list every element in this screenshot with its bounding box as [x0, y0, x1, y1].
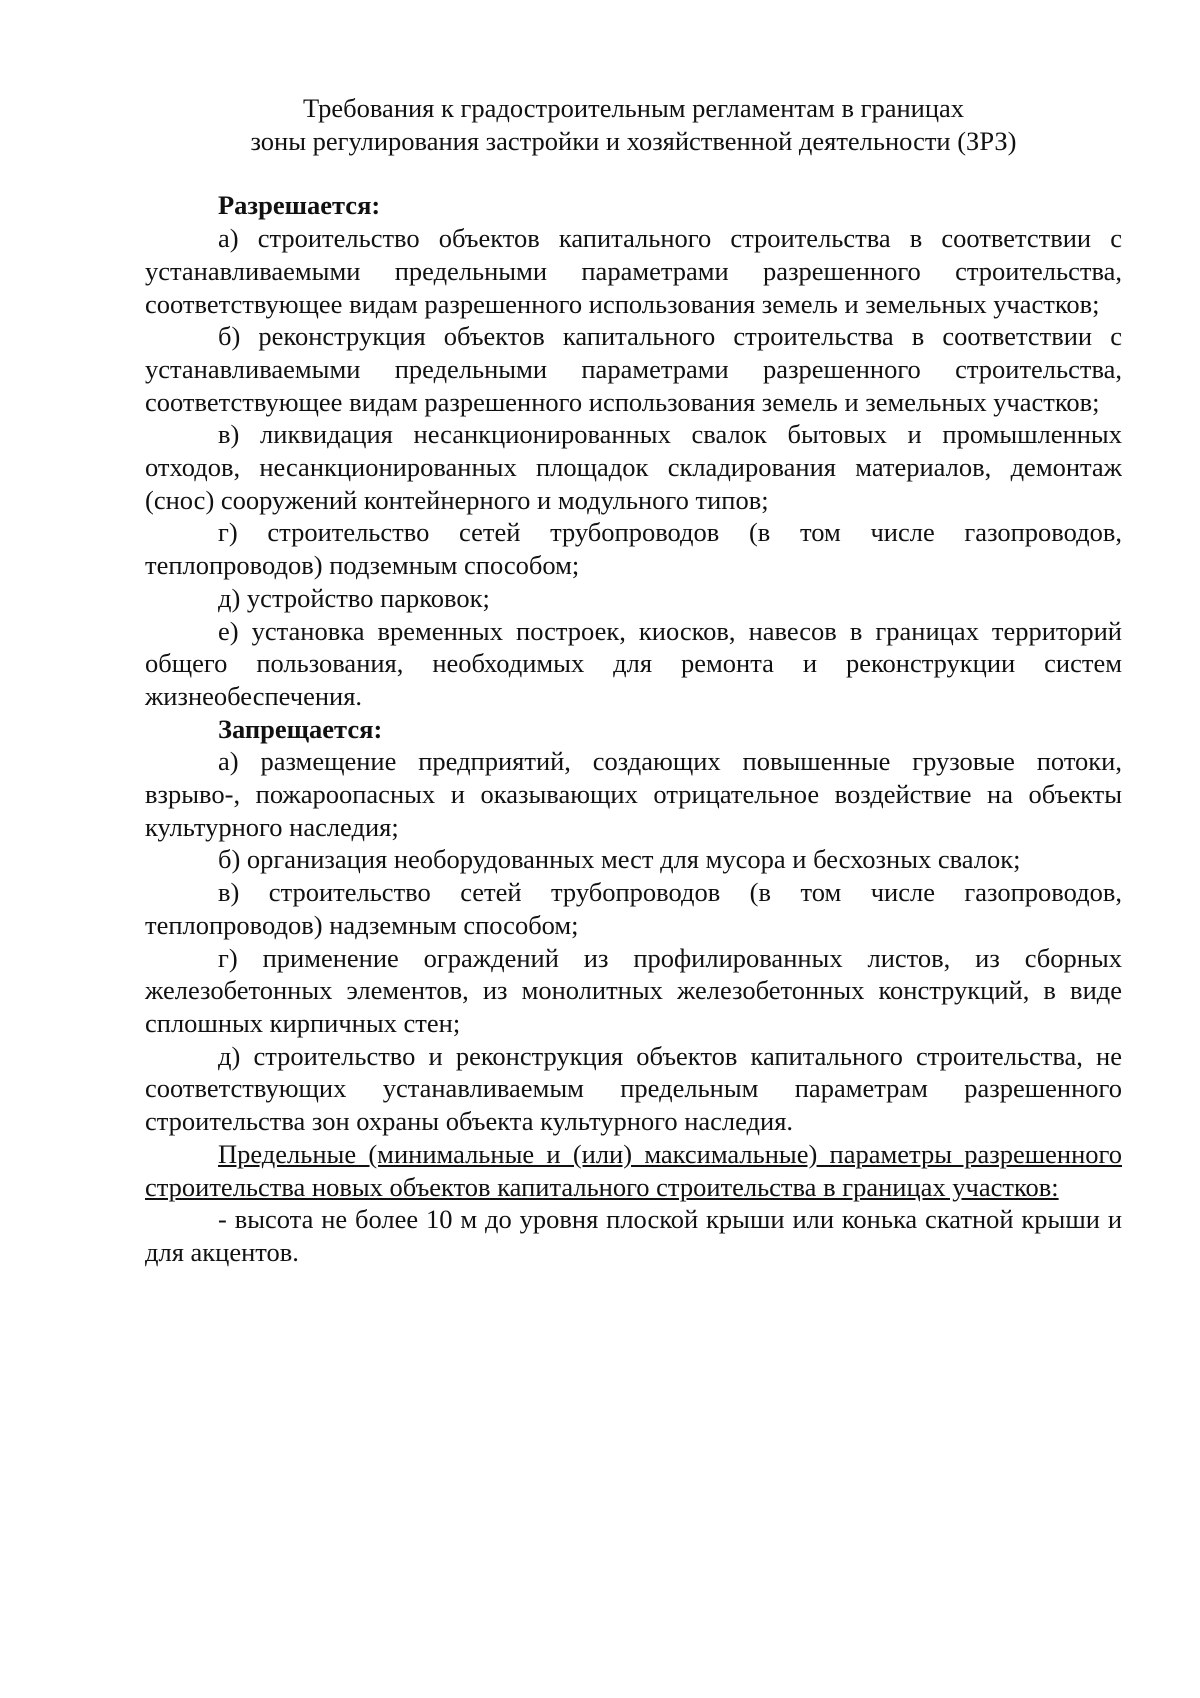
limits-item-height: - высота не более 10 м до уровня плоской крыши или конька скатной крыши и для акцентов.: [145, 1204, 1122, 1267]
forbidden-item-v: в) строительство сетей трубопроводов (в том числе газопроводов, теплопроводов) надземным способом;: [145, 877, 1122, 940]
title-line-2: зоны регулирования застройки и хозяйственной деятельности (ЗРЗ): [250, 125, 1017, 156]
allowed-item-b: б) реконструкция объектов капитального строительства в соответствии с устанавливаемыми предельными параметрами разрешенного строительства, соответствующее видам разрешенного использования земель и земельных участков;: [145, 321, 1122, 417]
document-page: [145, 92, 1122, 1269]
allowed-item-g: г) строительство сетей трубопроводов (в том числе газопроводов, теплопроводов) подземным способом;: [145, 517, 1122, 581]
limits-heading: Предельные (минимальные и (или) максимальные) параметры разрешенного строительства новых объектов капитального строительства в границах участков:: [145, 1138, 1122, 1202]
allowed-item-d: д) устройство парковок;: [218, 582, 490, 613]
allowed-item-v: в) ликвидация несанкционированных свалок бытовых и промышленных отходов, несанкционированных площадок складирования материалов, демонтаж (снос) сооружений контейнерного и модульного типов;: [145, 419, 1122, 515]
document-title: [145, 92, 1122, 157]
title-line-1: Требования к градостроительным регламентам в границах: [302, 93, 965, 123]
forbidden-item-a: а) размещение предприятий, создающих повышенные грузовые потоки, взрыво-, пожароопасных и оказывающих отрицательное воздействие на объекты культурного наследия;: [145, 746, 1122, 842]
allowed-item-e: е) установка временных построек, киосков, навесов в границах территорий общего пользования, необходимых для ремонта и реконструкции систем жизнеобеспечения.: [145, 615, 1122, 711]
allowed-heading: Разрешается:: [218, 190, 381, 221]
forbidden-heading: Запрещается:: [218, 713, 383, 744]
forbidden-item-b: б) организация необорудованных мест для мусора и бесхозных свалок;: [218, 844, 1021, 875]
title-spacer: [145, 157, 1122, 189]
forbidden-item-g: г) применение ограждений из профилированных листов, из сборных железобетонных элементов, из монолитных железобетонных конструкций, в виде сплошных кирпичных стен;: [145, 942, 1122, 1038]
forbidden-item-d: д) строительство и реконструкция объектов капитального строительства, не соответствующих устанавливаемым предельным параметрам разрешенного строительства зон охраны объекта культурного наследия.: [145, 1040, 1122, 1137]
allowed-item-a: а) строительство объектов капитального строительства в соответствии с устанавливаемыми предельными параметрами разрешенного строительства, соответствующее видам разрешенного использования земель и земельных участков;: [145, 223, 1122, 319]
